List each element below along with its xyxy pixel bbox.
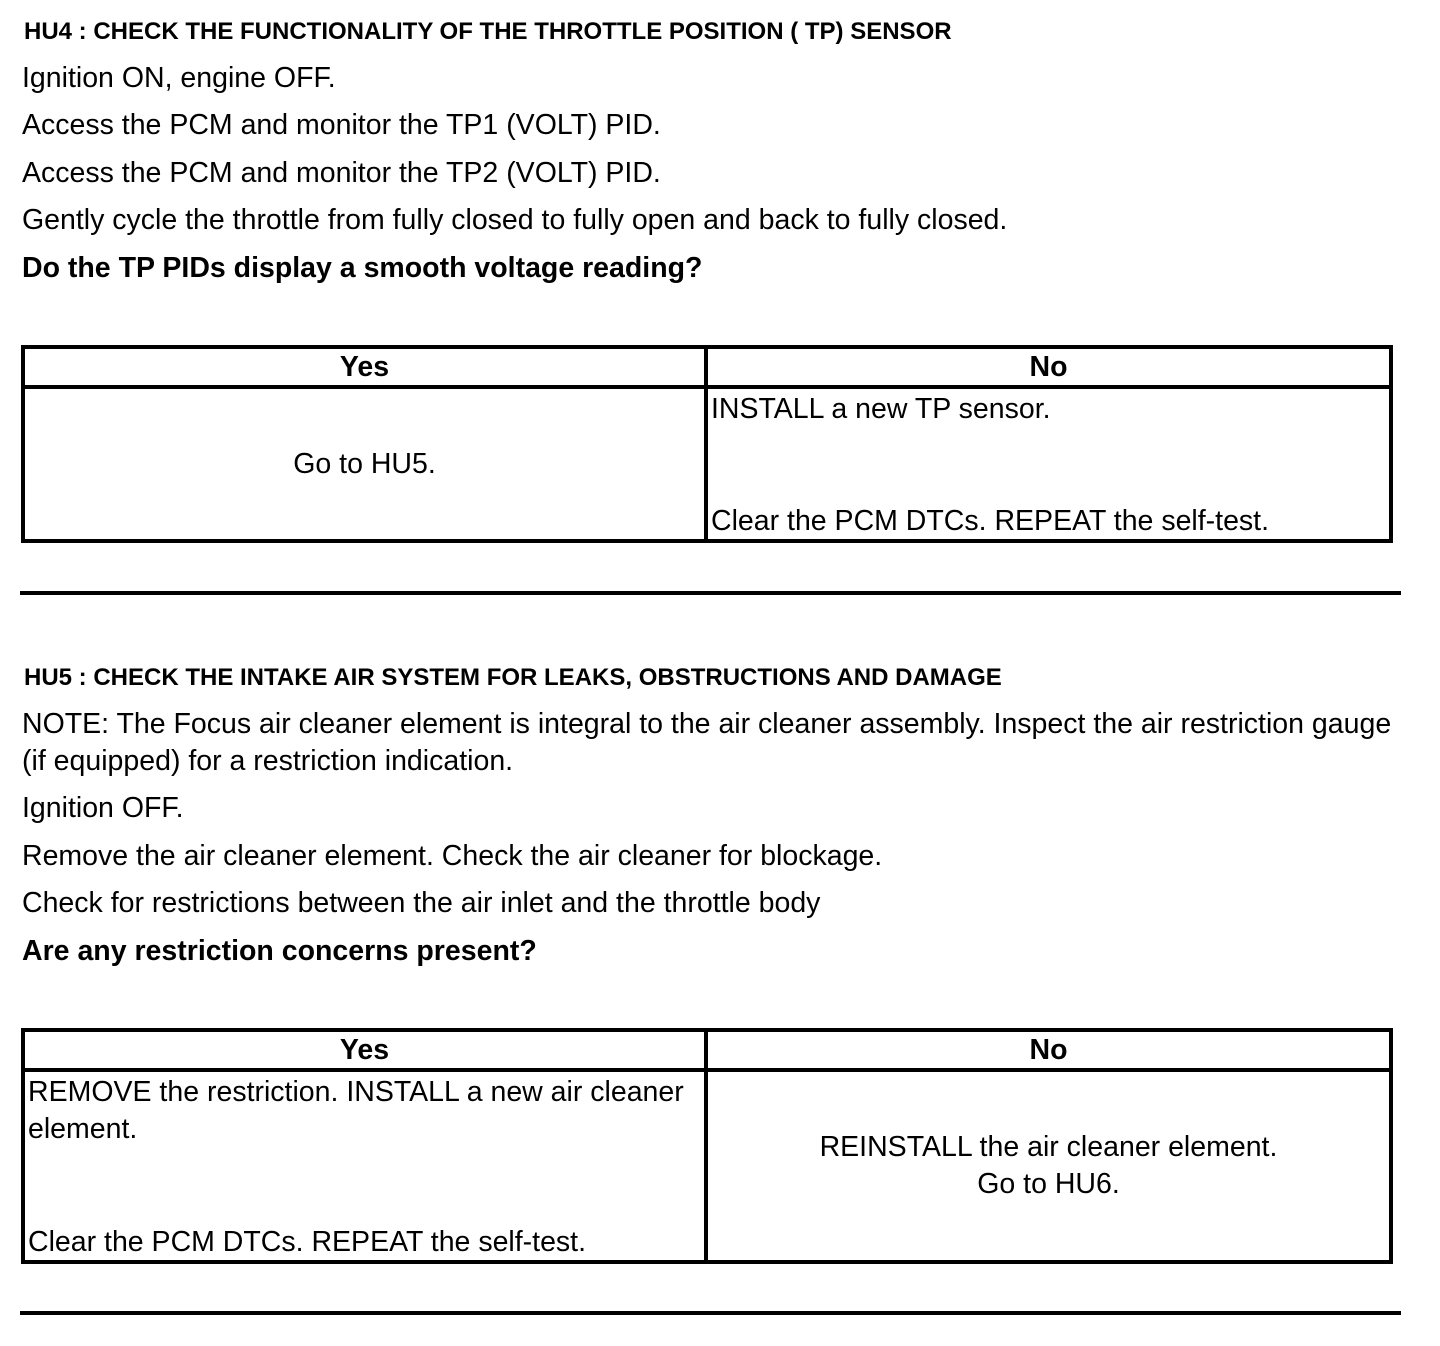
- hu4-yes-cell: [23, 387, 706, 541]
- hu5-heading: HU5 : CHECK THE INTAKE AIR SYSTEM FOR LEAKS, OBSTRUCTIONS AND DAMAGE: [24, 664, 1002, 691]
- hu5-note: NOTE: The Focus air cleaner element is integral to the air cleaner assembly. Inspect the air restriction gauge (if equipped) for a restriction indication.: [22, 708, 1392, 777]
- hu4-step-1: Ignition ON, engine OFF.: [22, 62, 336, 94]
- hu5-yes-text-2: Clear the PCM DTCs. REPEAT the self-test.: [28, 1226, 587, 1258]
- hu4-no-cell: [706, 387, 1391, 541]
- hu4-yes-header: Yes: [23, 347, 706, 387]
- hu5-no-text-1: REINSTALL the air cleaner element.: [819, 1131, 1278, 1163]
- hu5-no-text-2: Go to HU6.: [977, 1168, 1120, 1200]
- hu5-yes-cell: [23, 1070, 706, 1262]
- section-divider-1: [20, 591, 1401, 595]
- hu5-step-2: Remove the air cleaner element. Check the air cleaner for blockage.: [22, 840, 883, 872]
- hu5-yes-text-1: REMOVE the restriction. INSTALL a new air cleaner element.: [28, 1076, 684, 1145]
- hu5-yes-header: Yes: [23, 1030, 706, 1070]
- hu5-step-1: Ignition OFF.: [22, 792, 184, 824]
- hu4-decision-table: [21, 345, 1393, 543]
- hu5-no-header: No: [706, 1030, 1391, 1070]
- hu5-no-cell: [706, 1070, 1391, 1262]
- hu4-step-3: Access the PCM and monitor the TP2 (VOLT) PID.: [22, 157, 661, 189]
- hu4-step-4: Gently cycle the throttle from fully closed to fully open and back to fully closed.: [22, 204, 1008, 236]
- hu4-heading: HU4 : CHECK THE FUNCTIONALITY OF THE THROTTLE POSITION ( TP) SENSOR: [24, 18, 952, 45]
- hu4-no-header: No: [706, 347, 1391, 387]
- hu4-no-text-2: Clear the PCM DTCs. REPEAT the self-test.: [711, 505, 1270, 537]
- hu4-step-2: Access the PCM and monitor the TP1 (VOLT) PID.: [22, 109, 661, 141]
- hu4-no-text-1: INSTALL a new TP sensor.: [711, 393, 1051, 425]
- hu5-decision-table: [21, 1028, 1393, 1264]
- section-divider-2: [20, 1311, 1401, 1315]
- hu5-step-3: Check for restrictions between the air inlet and the throttle body: [22, 887, 821, 919]
- hu5-question: Are any restriction concerns present?: [22, 935, 537, 967]
- hu4-yes-text: Go to HU5.: [293, 447, 436, 480]
- hu4-question: Do the TP PIDs display a smooth voltage reading?: [22, 252, 703, 284]
